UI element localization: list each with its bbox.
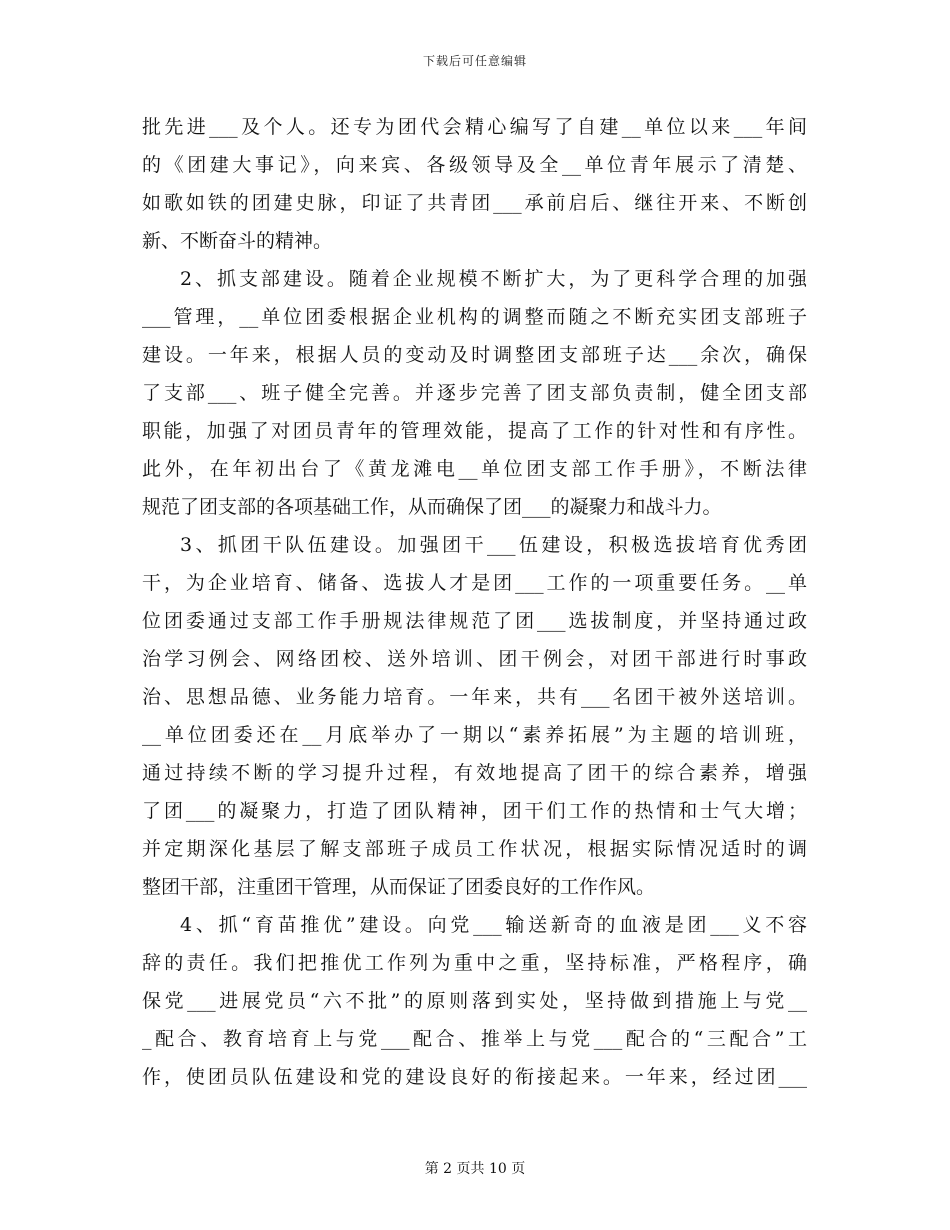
text-line: 了支部___、班子健全完善。并逐步完善了团支部负责制，健全团支部 xyxy=(142,382,807,404)
text-line: _配合、教育培育上与党___配合、推举上与党___配合的“三配合”工 xyxy=(142,1028,807,1050)
text-line: 通过持续不断的学习提升过程，有效地提高了团干的综合素养，增强 xyxy=(142,762,807,784)
document-body xyxy=(142,108,807,1096)
text-line: ___管理，__单位团委根据企业机构的调整而随之不断充实团支部班子 xyxy=(142,306,807,328)
text-line: 位团委通过支部工作手册规法律规范了团___选拔制度，并坚持通过政 xyxy=(142,610,807,632)
text-line: __单位团委还在__月底举办了一期以“素养拓展”为主题的培训班， xyxy=(142,724,807,746)
text-line: 规范了团支部的各项基础工作，从而确保了团___的凝聚力和战斗力。 xyxy=(142,496,722,518)
text-line: 并定期深化基层了解支部班子成员工作状况，根据实际情况适时的调 xyxy=(142,838,807,860)
paragraph-2-start: 2、抓支部建设。随着企业规模不断扩大，为了更科学合理的加强 xyxy=(180,268,807,290)
text-line: 治学习例会、网络团校、送外培训、团干例会，对团干部进行时事政 xyxy=(142,648,807,670)
page-header: 下载后可任意编辑 xyxy=(422,54,527,68)
page-number: 第 2 页共 10 页 xyxy=(424,1161,526,1177)
paragraph-4-start: 4、抓“育苗推优”建设。向党___输送新奇的血液是团___义不容 xyxy=(180,914,807,936)
text-line: 批先进___及个人。还专为团代会精心编写了自建__单位以来___年间 xyxy=(142,116,807,138)
text-line: 辞的责任。我们把推优工作列为重中之重，坚持标准，严格程序，确 xyxy=(142,952,807,974)
text-line: 整团干部，注重团干管理，从而保证了团委良好的工作作风。 xyxy=(142,876,656,898)
text-line: 新、不断奋斗的精神。 xyxy=(142,230,333,252)
text-line: 干，为企业培育、储备、选拔人才是团___工作的一项重要任务。__单 xyxy=(142,572,807,594)
text-line: 作，使团员队伍建设和党的建设良好的衔接起来。一年来，经过团___ xyxy=(142,1066,807,1088)
text-line: 保党___进展党员“六不批”的原则落到实处，坚持做到措施上与党__ xyxy=(142,990,807,1012)
text-line: 的《团建大事记》，向来宾、各级领导及全__单位青年展示了清楚、 xyxy=(142,154,807,176)
text-line: 治、思想品德、业务能力培育。一年来，共有___名团干被外送培训。 xyxy=(142,686,807,708)
text-line: 此外，在年初出台了《黄龙滩电__单位团支部工作手册》，不断法律 xyxy=(142,458,807,480)
text-line: 了团___的凝聚力，打造了团队精神，团干们工作的热情和士气大增； xyxy=(142,800,807,822)
text-line: 建设。一年来，根据人员的变动及时调整团支部班子达___余次，确保 xyxy=(142,344,807,366)
text-line: 如歌如铁的团建史脉，印证了共青团___承前启后、继往开来、不断创 xyxy=(142,192,807,214)
text-line: 职能，加强了对团员青年的管理效能，提高了工作的针对性和有序性。 xyxy=(142,420,807,442)
paragraph-3-start: 3、抓团干队伍建设。加强团干___伍建设，积极选拔培育优秀团 xyxy=(180,534,807,556)
